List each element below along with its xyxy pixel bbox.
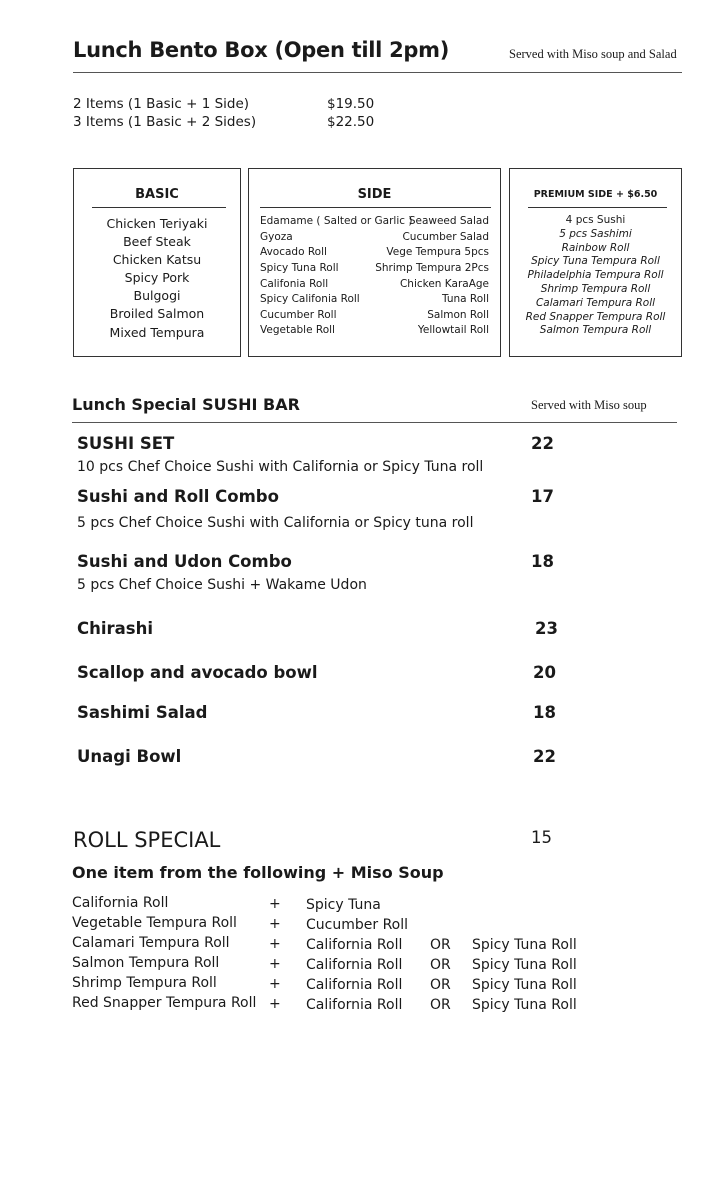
menu-item-name: SUSHI SET xyxy=(77,434,175,453)
menu-item-name: Sashimi Salad xyxy=(77,703,208,722)
roll-option: California Roll xyxy=(306,957,403,973)
basic-list xyxy=(74,215,240,342)
list-item xyxy=(260,215,489,230)
menu-item-desc: 5 pcs Chef Choice Sushi with California or Spicy tuna roll xyxy=(77,515,474,531)
menu-item-name: Sushi and Roll Combo xyxy=(77,487,279,506)
roll-special-subtitle: One item from the following + Miso Soup xyxy=(72,863,444,882)
side-item: Vege Tempura 5pcs xyxy=(386,246,489,258)
side-item: Edamame ( Salted or Garlic ) xyxy=(260,215,413,227)
roll-name: California Roll xyxy=(72,895,169,911)
roll-name: Calamari Tempura Roll xyxy=(72,935,230,951)
list-item: Bulgogi xyxy=(133,288,181,304)
basic-heading: BASIC xyxy=(135,187,179,202)
bento-price-label: 3 Items (1 Basic + 2 Sides) xyxy=(73,114,257,130)
roll-option: California Roll xyxy=(306,997,403,1013)
menu-item-price: 20 xyxy=(533,663,556,682)
side-item: Spicy Califonia Roll xyxy=(260,293,360,305)
list-item: 4 pcs Sushi xyxy=(565,214,626,226)
list-item xyxy=(260,246,489,261)
bento-title: Lunch Bento Box (Open till 2pm) xyxy=(73,38,450,62)
side-item: Spicy Tuna Roll xyxy=(260,262,339,274)
roll-name: Salmon Tempura Roll xyxy=(72,955,220,971)
plus-sign: + xyxy=(269,936,281,952)
bento-divider xyxy=(73,72,682,73)
list-item: Red Snapper Tempura Roll xyxy=(525,310,666,323)
side-item: Califonia Roll xyxy=(260,278,329,290)
menu-item-name: Unagi Bowl xyxy=(77,747,182,766)
list-item xyxy=(72,895,612,915)
roll-option: Spicy Tuna Roll xyxy=(472,957,577,973)
list-item: Spicy Pork xyxy=(124,270,190,286)
list-item xyxy=(260,293,489,308)
list-item xyxy=(260,278,489,293)
list-item: Salmon Tempura Roll xyxy=(539,324,652,337)
side-item: Cucumber Roll xyxy=(260,309,337,321)
side-item: Cucumber Salad xyxy=(402,231,489,243)
list-item xyxy=(260,309,489,324)
or-separator: OR xyxy=(430,977,451,993)
roll-option: Spicy Tuna xyxy=(306,897,381,913)
plus-sign: + xyxy=(269,956,281,972)
list-item xyxy=(260,262,489,277)
menu-item-name: Sushi and Udon Combo xyxy=(77,552,292,571)
roll-option: Spicy Tuna Roll xyxy=(472,937,577,953)
or-separator: OR xyxy=(430,937,451,953)
list-item xyxy=(72,915,612,935)
menu-item-price: 22 xyxy=(531,434,554,453)
list-item: Rainbow Roll xyxy=(561,241,630,254)
bento-price-value: $19.50 xyxy=(327,96,375,112)
list-item xyxy=(260,231,489,246)
basic-heading-rule xyxy=(92,207,226,208)
roll-option: Spicy Tuna Roll xyxy=(472,977,577,993)
list-item: Chicken Teriyaki xyxy=(106,216,208,231)
menu-item-desc: 10 pcs Chef Choice Sushi with California or Spicy Tuna roll xyxy=(77,459,484,475)
roll-option: Cucumber Roll xyxy=(306,917,409,933)
sushi-bar-note: Served with Miso soup xyxy=(531,398,647,412)
list-item xyxy=(72,955,612,975)
side-heading: SIDE xyxy=(357,187,392,202)
menu-item-price: 18 xyxy=(533,703,556,722)
premium-heading: PREMIUM SIDE + $6.50 xyxy=(533,189,658,200)
side-item: Vegetable Roll xyxy=(260,324,335,336)
roll-option: California Roll xyxy=(306,937,403,953)
list-item: Mixed Tempura xyxy=(109,324,205,340)
side-item: Yellowtail Roll xyxy=(417,324,489,336)
roll-name: Vegetable Tempura Roll xyxy=(72,915,237,931)
plus-sign: + xyxy=(269,976,281,992)
premium-box xyxy=(509,168,682,357)
list-item: Philadelphia Tempura Roll xyxy=(527,269,664,282)
menu-item-price: 23 xyxy=(535,619,558,638)
sushi-bar-divider xyxy=(72,422,677,423)
menu-item-price: 17 xyxy=(531,487,554,506)
side-item: Tuna Roll xyxy=(442,293,489,305)
list-item: Beef Steak xyxy=(123,234,191,250)
list-item: Broiled Salmon xyxy=(109,306,205,322)
roll-name: Shrimp Tempura Roll xyxy=(72,975,217,991)
list-item: Calamari Tempura Roll xyxy=(535,296,656,309)
list-item: Spicy Tuna Tempura Roll xyxy=(531,255,660,268)
list-item xyxy=(72,995,612,1015)
side-item: Gyoza xyxy=(260,231,293,243)
roll-name: Red Snapper Tempura Roll xyxy=(72,995,257,1011)
list-item xyxy=(72,975,612,995)
side-item: Avocado Roll xyxy=(260,246,327,258)
menu-item-price: 18 xyxy=(531,552,554,571)
menu-item-price: 22 xyxy=(533,747,556,766)
bento-note: Served with Miso soup and Salad xyxy=(509,47,677,61)
roll-option: California Roll xyxy=(306,977,403,993)
side-item: Seaweed Salad xyxy=(408,215,489,227)
menu-item-desc: 5 pcs Chef Choice Sushi + Wakame Udon xyxy=(77,577,367,593)
plus-sign: + xyxy=(269,896,281,912)
list-item xyxy=(260,324,489,339)
side-item: Salmon Roll xyxy=(427,309,489,321)
roll-option: Spicy Tuna Roll xyxy=(472,997,577,1013)
premium-heading-rule xyxy=(528,207,667,208)
roll-special-title: ROLL SPECIAL xyxy=(73,828,221,852)
side-box xyxy=(248,168,501,357)
bento-price-label: 2 Items (1 Basic + 1 Side) xyxy=(73,96,250,112)
list-item: Chicken Katsu xyxy=(112,252,202,268)
sushi-bar-title: Lunch Special SUSHI BAR xyxy=(72,395,300,414)
side-heading-rule xyxy=(260,207,491,208)
side-item: Shrimp Tempura 2Pcs xyxy=(375,262,489,274)
list-item xyxy=(72,935,612,955)
roll-special-price: 15 xyxy=(531,828,552,847)
menu-item-name: Scallop and avocado bowl xyxy=(77,663,318,682)
list-item: 5 pcs Sashimi xyxy=(559,227,632,240)
or-separator: OR xyxy=(430,957,451,973)
list-item: Shrimp Tempura Roll xyxy=(540,282,651,295)
plus-sign: + xyxy=(269,996,281,1012)
plus-sign: + xyxy=(269,916,281,932)
basic-box xyxy=(73,168,241,357)
bento-price-value: $22.50 xyxy=(327,114,375,130)
side-item: Chicken KaraAge xyxy=(399,278,489,290)
or-separator: OR xyxy=(430,997,451,1013)
premium-list xyxy=(510,214,681,338)
menu-item-name: Chirashi xyxy=(77,619,154,638)
